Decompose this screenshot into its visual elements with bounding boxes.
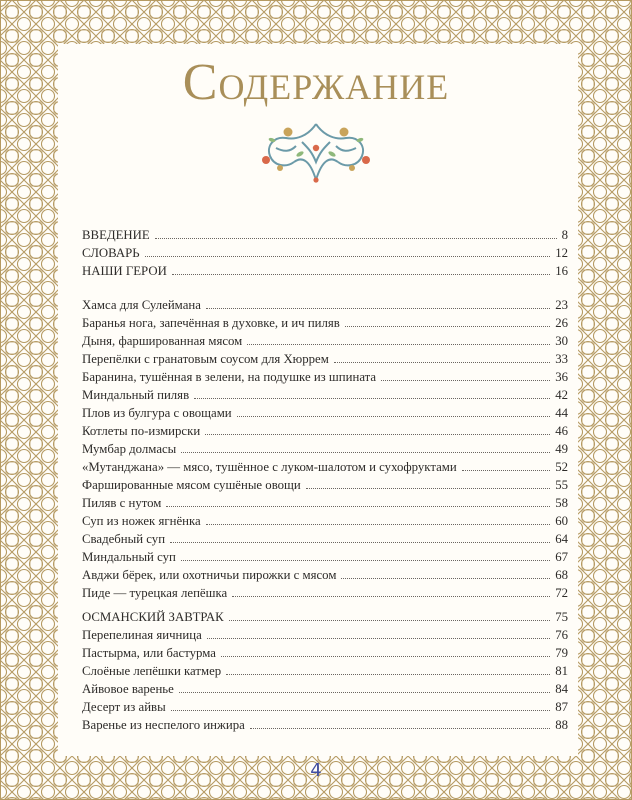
page-title: Содержание xyxy=(182,54,450,111)
entry-page: 81 xyxy=(555,664,568,678)
entry-title: Перепелиная яичница xyxy=(82,628,202,642)
entry-title: Слоёные лепёшки катмер xyxy=(82,664,222,678)
toc-entry[interactable] xyxy=(82,698,568,715)
leader-dots xyxy=(334,362,550,363)
leader-dots xyxy=(181,560,550,561)
toc-entry[interactable] xyxy=(82,458,568,475)
entry-title: ВВЕДЕНИЕ xyxy=(82,228,150,242)
leader-dots xyxy=(166,506,550,507)
entry-title: Варенье из неспелого инжира xyxy=(82,718,245,732)
entry-page: 72 xyxy=(555,586,568,600)
entry-title: Айвовое варенье xyxy=(82,682,174,696)
toc-entry[interactable] xyxy=(82,368,568,385)
leader-dots xyxy=(250,728,550,729)
entry-title: «Мутанджана» — мясо, тушённое с луком-шалотом и сухофруктами xyxy=(82,460,457,474)
entry-page: 64 xyxy=(555,532,568,546)
toc-entry[interactable] xyxy=(82,476,568,493)
toc-entry[interactable] xyxy=(82,404,568,421)
toc-entry[interactable] xyxy=(82,296,568,313)
leader-dots xyxy=(345,326,550,327)
leader-dots xyxy=(179,692,550,693)
toc-entry[interactable] xyxy=(82,262,568,279)
leader-dots xyxy=(306,488,550,489)
entry-page: 42 xyxy=(555,388,568,402)
leader-dots xyxy=(172,274,550,275)
toc-entry[interactable] xyxy=(82,226,568,243)
entry-page: 79 xyxy=(555,646,568,660)
leader-dots xyxy=(171,710,551,711)
entry-page: 75 xyxy=(555,610,568,624)
leader-dots xyxy=(181,452,550,453)
entry-page: 84 xyxy=(555,682,568,696)
toc-entry[interactable] xyxy=(82,584,568,601)
toc-entry[interactable] xyxy=(82,422,568,439)
leader-dots xyxy=(207,638,550,639)
entry-title: Свадебный суп xyxy=(82,532,166,546)
entry-title: СЛОВАРЬ xyxy=(82,246,140,260)
entry-title: Миндальный суп xyxy=(82,550,176,564)
entry-title: Хамса для Сулеймана xyxy=(82,298,201,312)
entry-page: 76 xyxy=(555,628,568,642)
entry-title: ОСМАНСКИЙ ЗАВТРАК xyxy=(82,610,224,624)
leader-dots xyxy=(341,578,550,579)
entry-title: Дыня, фаршированная мясом xyxy=(82,334,243,348)
leader-dots xyxy=(206,524,551,525)
toc-entry[interactable] xyxy=(82,644,568,661)
toc-entry[interactable] xyxy=(82,530,568,547)
entry-title: Десерт из айвы xyxy=(82,700,166,714)
entry-title: Баранина, тушённая в зелени, на подушке из шпината xyxy=(82,370,377,384)
entry-page: 52 xyxy=(555,460,568,474)
toc-entry[interactable] xyxy=(82,662,568,679)
leader-dots xyxy=(206,308,550,309)
toc-entry[interactable] xyxy=(82,332,568,349)
entry-page: 33 xyxy=(555,352,568,366)
entry-title: Баранья нога, запечённая в духовке, и ич пиляв xyxy=(82,316,340,330)
leader-dots xyxy=(155,238,557,239)
entry-title: НАШИ ГЕРОИ xyxy=(82,264,167,278)
entry-title: Фаршированные мясом сушёные овощи xyxy=(82,478,301,492)
entry-page: 26 xyxy=(555,316,568,330)
leader-dots xyxy=(237,416,551,417)
toc-entry[interactable] xyxy=(82,608,568,625)
toc-entry[interactable] xyxy=(82,626,568,643)
toc-entry[interactable] xyxy=(82,314,568,331)
leader-dots xyxy=(221,656,550,657)
toc-entry[interactable] xyxy=(82,680,568,697)
entry-page: 44 xyxy=(555,406,568,420)
toc-entry[interactable] xyxy=(82,512,568,529)
entry-title: Авджи бёрек, или охотничьи пирожки с мясом xyxy=(82,568,337,582)
entry-title: Мумбар долмасы xyxy=(82,442,177,456)
entry-title: Пастырма, или бастурма xyxy=(82,646,216,660)
entry-page: 58 xyxy=(555,496,568,510)
toc-entry[interactable] xyxy=(82,716,568,733)
toc-entry[interactable] xyxy=(82,494,568,511)
entry-page: 68 xyxy=(555,568,568,582)
entry-title: Суп из ножек ягнёнка xyxy=(82,514,201,528)
entry-page: 12 xyxy=(555,246,568,260)
entry-page: 88 xyxy=(555,718,568,732)
entry-title: Перепёлки с гранатовым соусом для Хюррем xyxy=(82,352,329,366)
leader-dots xyxy=(226,674,550,675)
entry-page: 49 xyxy=(555,442,568,456)
leader-dots xyxy=(229,620,551,621)
leader-dots xyxy=(170,542,550,543)
entry-page: 87 xyxy=(555,700,568,714)
toc-entry[interactable] xyxy=(82,244,568,261)
leader-dots xyxy=(381,380,550,381)
entry-page: 46 xyxy=(555,424,568,438)
leader-dots xyxy=(462,470,550,471)
toc-entry[interactable] xyxy=(82,386,568,403)
entry-page: 23 xyxy=(555,298,568,312)
leader-dots xyxy=(247,344,550,345)
page-number: 4 xyxy=(310,760,322,781)
leader-dots xyxy=(232,596,550,597)
toc-entry[interactable] xyxy=(82,440,568,457)
entry-title: Котлеты по-измирски xyxy=(82,424,201,438)
entry-page: 36 xyxy=(555,370,568,384)
leader-dots xyxy=(205,434,550,435)
leader-dots xyxy=(194,398,550,399)
entry-title: Пиляв с нутом xyxy=(82,496,162,510)
toc-entry[interactable] xyxy=(82,548,568,565)
leader-dots xyxy=(145,256,551,257)
entry-page: 60 xyxy=(555,514,568,528)
entry-page: 55 xyxy=(555,478,568,492)
entry-page: 8 xyxy=(561,228,568,242)
entry-page: 16 xyxy=(555,264,568,278)
entry-title: Плов из булгура с овощами xyxy=(82,406,232,420)
entry-page: 67 xyxy=(555,550,568,564)
toc-entry[interactable] xyxy=(82,566,568,583)
entry-page: 30 xyxy=(555,334,568,348)
entry-title: Миндальный пиляв xyxy=(82,388,190,402)
entry-title: Пиде — турецкая лепёшка xyxy=(82,586,228,600)
toc-entry[interactable] xyxy=(82,350,568,367)
